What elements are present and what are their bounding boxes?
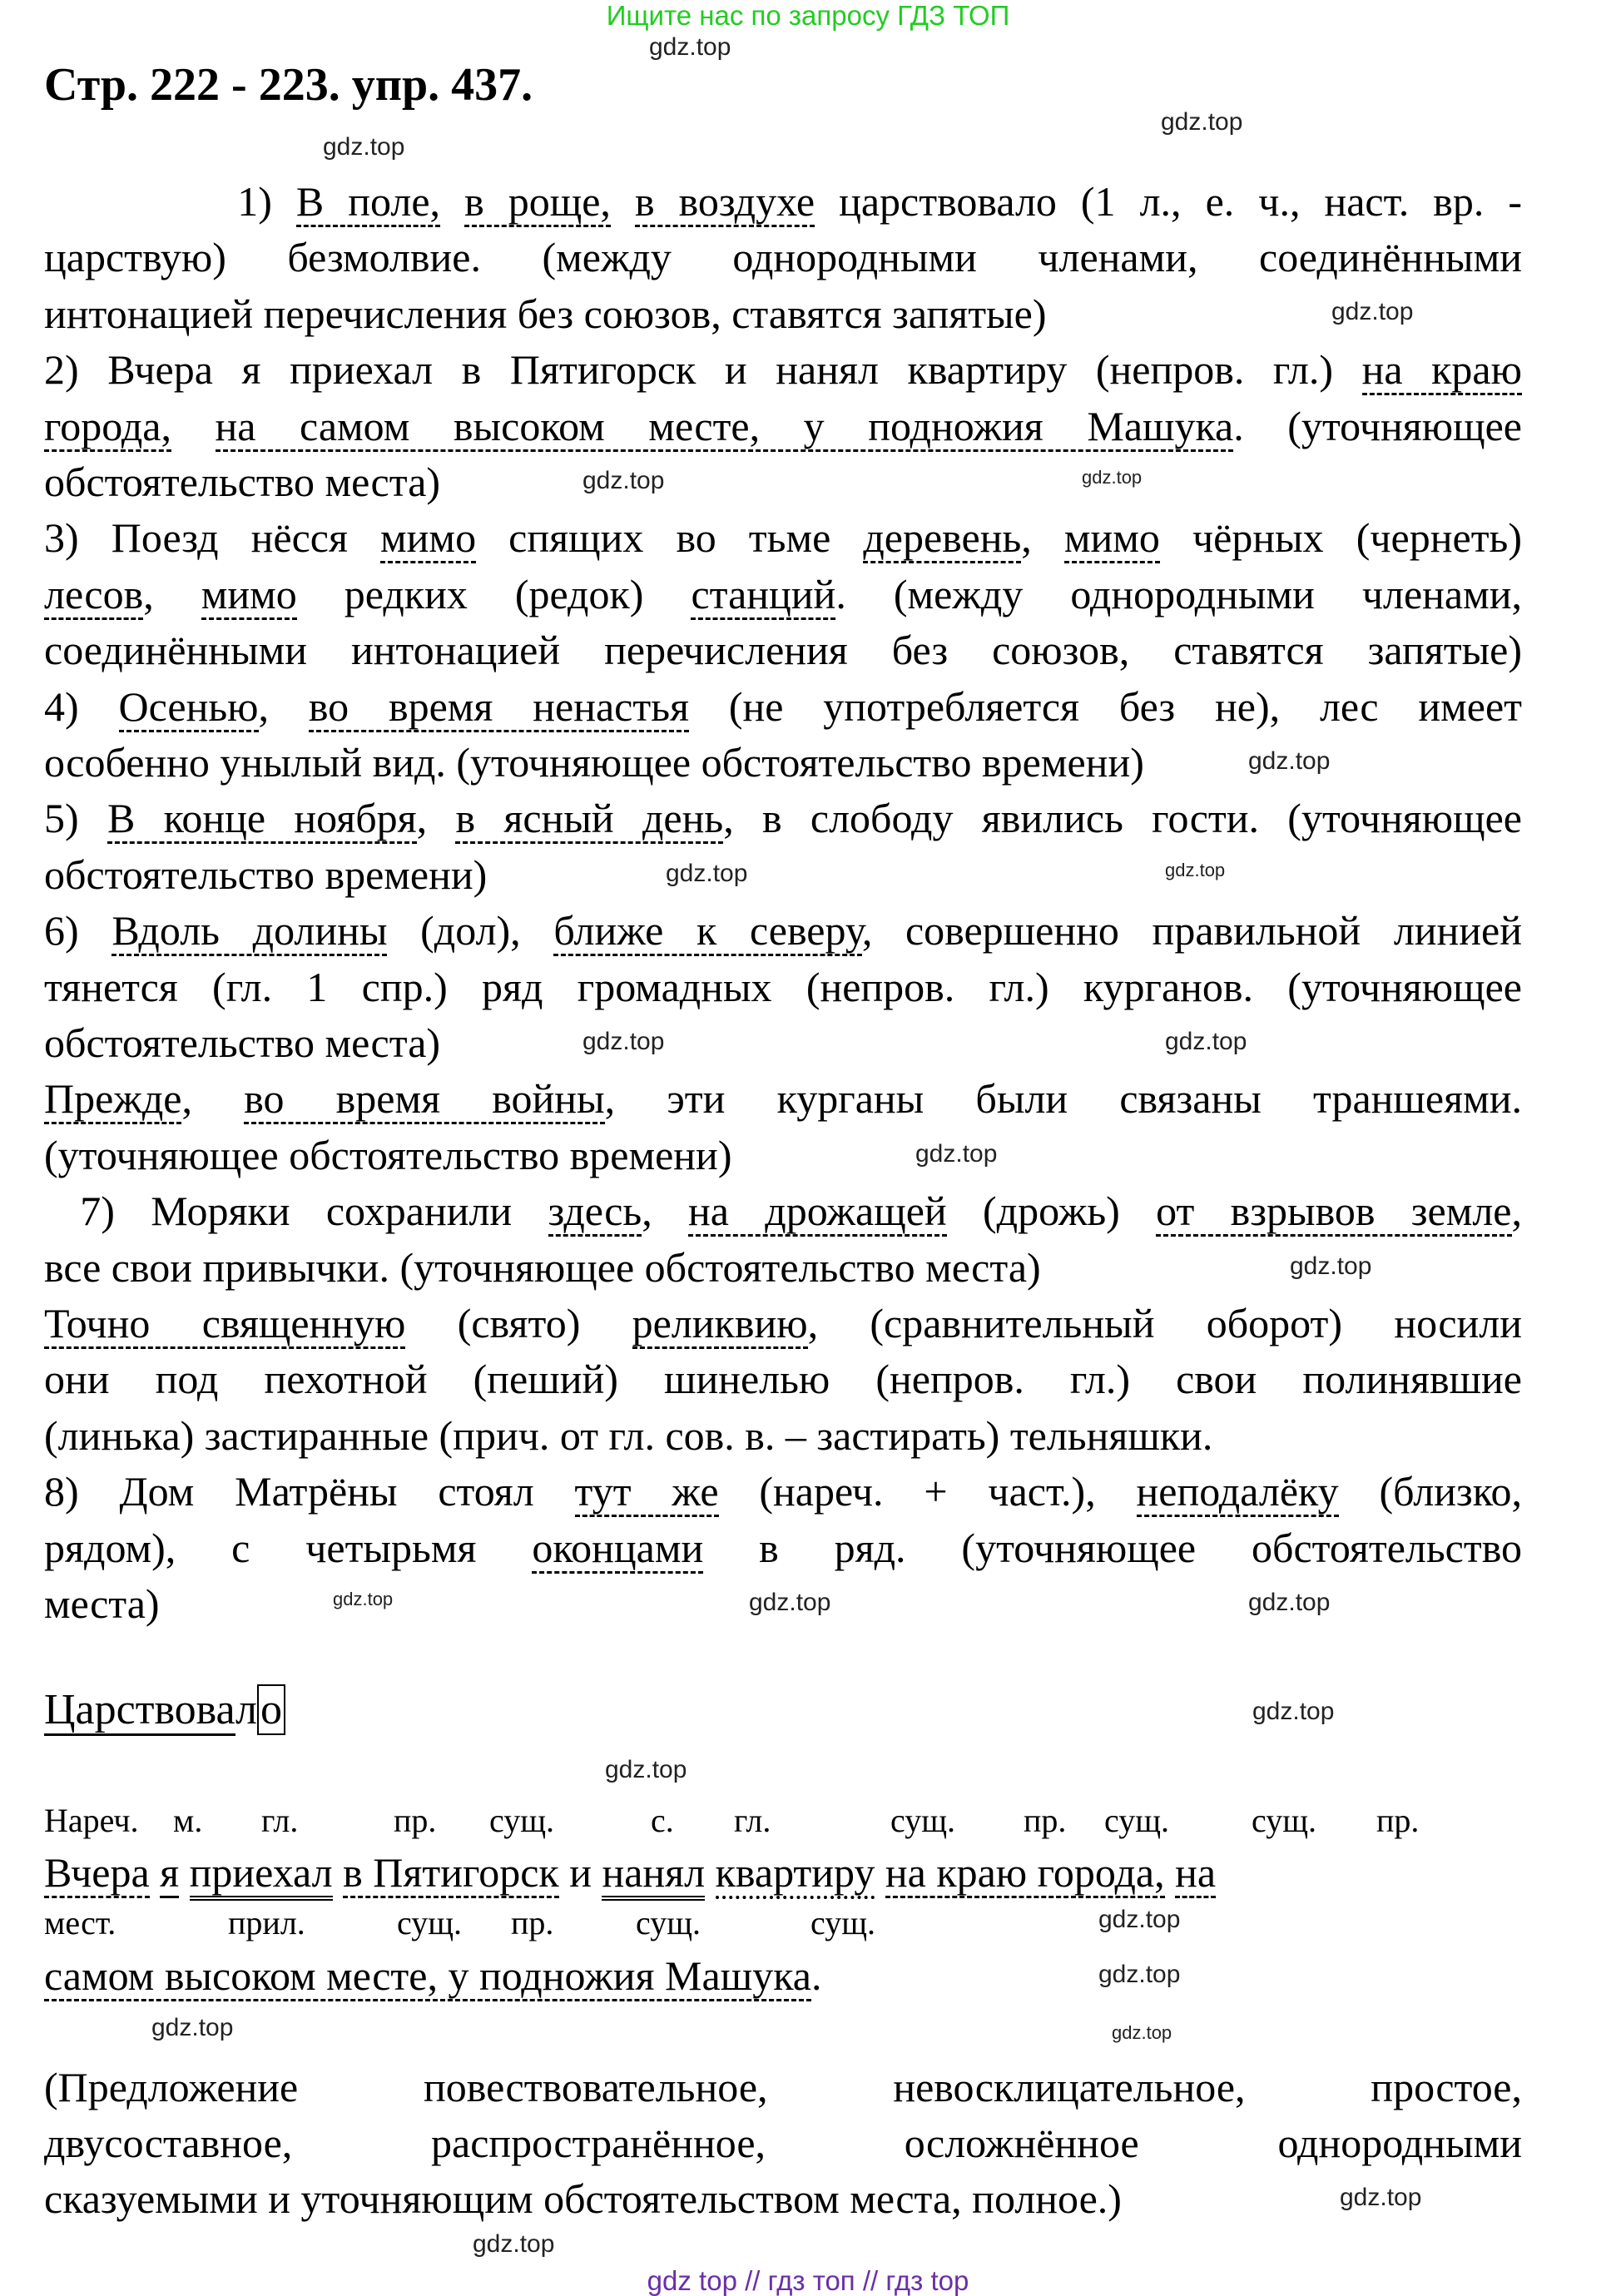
- part-of-speech-label: сущ.: [636, 1904, 701, 1941]
- underlined-member: квартиру: [716, 1849, 875, 1899]
- text-line: [44, 1354, 1522, 1404]
- text-run: [179, 1849, 190, 1896]
- text-run: 1): [44, 178, 296, 225]
- watermark-text: gdz.top: [1248, 747, 1331, 775]
- parse-sentence-line: [44, 1951, 1522, 2001]
- underlined-member: мимо: [201, 571, 297, 620]
- underlined-member: Вчера: [44, 1849, 150, 1898]
- summary-line: двусоставное, распространённое, осложнённое однородными: [44, 2120, 1522, 2166]
- underlined-member: мимо: [380, 514, 476, 563]
- page-title: Стр. 222 - 223. упр. 437.: [44, 59, 533, 111]
- text-run: спящих во тьме: [476, 514, 864, 562]
- underlined-member: реликвию: [632, 1300, 808, 1349]
- watermark-text: gdz.top: [151, 2014, 234, 2041]
- part-of-speech-label: гл.: [261, 1802, 299, 1839]
- watermark-text: gdz.top: [582, 467, 665, 494]
- watermark-text: gdz.top: [749, 1589, 831, 1616]
- text-run: обстоятельство места): [44, 1019, 441, 1066]
- text-line: [44, 793, 1522, 843]
- text-line: [44, 1411, 1522, 1460]
- watermark-text: gdz.top: [605, 1756, 687, 1783]
- underlined-member: лесов: [44, 571, 143, 620]
- underlined-member: нанял: [602, 1849, 705, 1901]
- text-line: [44, 401, 1522, 451]
- text-run: , в слободу явились гости. (уточняющее: [723, 795, 1522, 842]
- underlined-member: Вдоль долины: [112, 907, 387, 956]
- watermark-text: gdz.top: [1112, 2022, 1172, 2043]
- part-of-speech-label: сущ.: [489, 1802, 555, 1839]
- watermark-text: gdz.top: [1331, 298, 1414, 325]
- watermark-text: gdz.top: [323, 133, 405, 161]
- word-ending: о: [257, 1684, 285, 1735]
- text-run: царствовало (1 л., е. ч., наст. вр. -: [815, 178, 1523, 225]
- text-run: 8) Дом Матрёны стоял: [44, 1468, 575, 1515]
- text-run: . (между однородными членами,: [835, 570, 1523, 617]
- text-run: в ряд. (уточняющее обстоятельство: [703, 1524, 1522, 1571]
- summary-line: (Предложение повествовательное, невосклицательное, простое,: [44, 2064, 1522, 2110]
- text-run: (свято): [405, 1300, 632, 1346]
- part-of-speech-label: гл.: [734, 1802, 771, 1839]
- text-run: обстоятельство времени): [44, 850, 488, 898]
- underlined-member: Осенью: [119, 683, 259, 732]
- text-line: [44, 1186, 1522, 1236]
- text-run: ,: [1021, 514, 1064, 562]
- part-of-speech-label: пр.: [511, 1904, 554, 1941]
- text-run: рядом), с четырьмя: [44, 1524, 533, 1571]
- text-line: [44, 905, 1522, 955]
- text-run: ,: [181, 1075, 245, 1123]
- text-run: [440, 178, 464, 225]
- text-run: редких (редок): [296, 570, 692, 617]
- footer-links[interactable]: gdz top // гдз топ // гдз top: [647, 2265, 969, 2296]
- watermark-text: gdz.top: [1165, 860, 1226, 880]
- watermark-text: gdz.top: [1161, 108, 1243, 136]
- text-run: 3) Поезд нёсся: [44, 514, 381, 562]
- underlined-member: мимо: [1064, 514, 1160, 563]
- underlined-member: ближе к северу: [553, 907, 861, 956]
- search-banner: Ищите нас по запросу ГДЗ ТОП: [606, 0, 1010, 31]
- watermark-text: gdz.top: [1165, 1028, 1247, 1055]
- watermark-text: gdz.top: [649, 33, 731, 61]
- part-of-speech-label: сущ.: [1104, 1802, 1170, 1839]
- underlined-member: в роще,: [464, 178, 611, 227]
- part-of-speech-label: с.: [651, 1802, 674, 1839]
- text-run: чёрных (чернеть): [1159, 514, 1522, 562]
- part-of-speech-label: пр.: [1376, 1802, 1420, 1839]
- part-of-speech-label: мест.: [44, 1904, 116, 1941]
- text-run: ,: [143, 570, 201, 617]
- text-run: [171, 403, 216, 449]
- underlined-member: на краю города,: [885, 1849, 1165, 1898]
- text-run: тянется (гл. 1 спр.) ряд громадных (непров. гл.) курганов. (уточняющее: [44, 963, 1522, 1010]
- text-run: ,: [416, 795, 456, 842]
- watermark-text: gdz.top: [1248, 1589, 1331, 1616]
- underlined-member: на: [1175, 1849, 1216, 1898]
- text-run: (близко,: [1338, 1468, 1523, 1515]
- text-run: обстоятельство места): [44, 459, 441, 505]
- underlined-member: на краю: [1362, 346, 1522, 395]
- text-run: интонацией перечисления без союзов, ставятся запятые): [44, 290, 1047, 337]
- part-of-speech-label: пр.: [1024, 1802, 1067, 1839]
- text-line: [44, 1466, 1522, 1516]
- text-line: [44, 232, 1522, 282]
- text-run: [1165, 1849, 1176, 1896]
- text-run: и: [558, 1849, 602, 1896]
- text-line: [44, 1074, 1522, 1123]
- text-line: [44, 457, 1522, 507]
- text-line: [44, 345, 1522, 394]
- watermark-text: gdz.top: [1340, 2184, 1422, 2211]
- summary-line: сказуемыми и уточняющим обстоятельством места, полное.): [44, 2175, 1122, 2222]
- part-of-speech-label: сущ.: [397, 1904, 463, 1941]
- part-of-speech-label: сущ.: [1252, 1802, 1317, 1839]
- text-line: [44, 513, 1522, 563]
- text-line: [44, 569, 1522, 619]
- text-line: [44, 1298, 1522, 1348]
- underlined-member: на дрожащей: [688, 1188, 947, 1237]
- underlined-member: я: [160, 1849, 179, 1898]
- text-run: ,: [258, 682, 309, 730]
- text-run: , (сравнительный оборот) носили: [807, 1300, 1522, 1346]
- underlined-member: оконцами: [532, 1525, 703, 1574]
- text-line: [44, 1018, 1522, 1068]
- text-run: , совершенно правильной линией: [861, 907, 1522, 955]
- word-suffix: л: [235, 1686, 257, 1733]
- text-run: они под пехотной (пеший) шинелью (непров. гл.) свои полинявшие: [44, 1356, 1522, 1403]
- underlined-member: в воздухе: [635, 178, 815, 227]
- text-run: все свои привычки. (уточняющее обстоятельство места): [44, 1243, 1041, 1291]
- underlined-member: неподалёку: [1137, 1468, 1339, 1517]
- underlined-member: от взрывов земле: [1156, 1188, 1511, 1237]
- text-run: (уточняющее обстоятельство времени): [44, 1131, 732, 1178]
- text-line: [44, 176, 1522, 226]
- text-run: места): [44, 1580, 160, 1627]
- underlined-member: В конце ноября: [107, 795, 417, 844]
- watermark-text: gdz.top: [582, 1028, 665, 1055]
- text-run: 6): [44, 907, 112, 955]
- text-run: , эти курганы были связаны траншеями.: [604, 1075, 1522, 1123]
- underlined-member: Прежде: [44, 1075, 181, 1124]
- text-line: [44, 682, 1522, 731]
- text-run: [333, 1849, 344, 1896]
- part-of-speech-label: сущ.: [810, 1904, 876, 1941]
- text-run: царствую) безмолвие. (между однородными членами, соединёнными: [44, 234, 1522, 281]
- text-line: [44, 289, 1522, 339]
- text-run: (дрожь): [946, 1188, 1157, 1235]
- text-line: [44, 850, 1522, 900]
- watermark-text: gdz.top: [666, 860, 748, 887]
- text-line: [44, 962, 1522, 1012]
- text-run: соединёнными интонацией перечисления без союзов, ставятся запятые): [44, 627, 1522, 674]
- text-run: (линька) застиранные (прич. от гл. сов. в. – застирать) тельняшки.: [44, 1411, 1213, 1459]
- part-of-speech-label: м.: [173, 1802, 203, 1839]
- text-run: ,: [642, 1188, 689, 1235]
- underlined-member: самом высоком месте, у подножия Машука: [44, 1952, 811, 2001]
- part-of-speech-label: сущ.: [890, 1802, 956, 1839]
- underlined-member: во время войны: [244, 1075, 604, 1124]
- watermark-text: gdz.top: [1098, 1961, 1181, 1988]
- text-run: ,: [1511, 1188, 1522, 1235]
- text-line: [44, 1130, 1522, 1180]
- underlined-member: в ясный день: [455, 795, 723, 844]
- text-run: (не употребляется без не), лес имеет: [689, 682, 1523, 730]
- underlined-member: приехал: [190, 1849, 333, 1901]
- part-of-speech-label: пр.: [394, 1802, 437, 1839]
- text-run: [705, 1849, 716, 1896]
- text-run: [875, 1849, 885, 1896]
- watermark-text: gdz.top: [1252, 1698, 1335, 1725]
- parse-sentence-line: [44, 1847, 1522, 1897]
- text-line: [44, 625, 1522, 675]
- text-run: особенно унылый вид. (уточняющее обстоятельство времени): [44, 739, 1144, 786]
- part-of-speech-label: Нареч.: [44, 1802, 139, 1839]
- text-run: [611, 178, 635, 225]
- text-line: [44, 1523, 1522, 1573]
- text-run: 7) Моряки сохранили: [44, 1188, 548, 1235]
- underlined-member: В поле,: [296, 178, 440, 227]
- underlined-member: деревень: [863, 514, 1021, 563]
- underlined-member: на самом высоком месте, у подножия Машука: [216, 403, 1234, 452]
- text-run: 5): [44, 795, 107, 842]
- underlined-member: во время ненастья: [309, 683, 689, 732]
- text-run: (дол),: [387, 907, 554, 955]
- watermark-text: gdz.top: [1098, 1906, 1181, 1933]
- text-run: . (уточняющее: [1233, 402, 1522, 449]
- underlined-member: города,: [44, 403, 171, 452]
- text-run: (нареч. + част.),: [718, 1468, 1137, 1515]
- underlined-member: здесь: [548, 1188, 642, 1237]
- watermark-text: gdz.top: [333, 1589, 394, 1609]
- part-of-speech-label: прил.: [228, 1904, 305, 1941]
- underlined-member: в Пятигорск: [343, 1849, 559, 1898]
- text-run: .: [810, 1952, 822, 1999]
- watermark-text: gdz.top: [1290, 1252, 1372, 1280]
- underlined-member: станций: [691, 571, 835, 620]
- underlined-member: Точно священную: [44, 1300, 405, 1349]
- text-run: 4): [44, 682, 119, 730]
- watermark-text: gdz.top: [1082, 467, 1143, 488]
- watermark-text: gdz.top: [473, 2230, 555, 2258]
- word-stem: Царствова: [44, 1686, 235, 1736]
- text-run: [150, 1849, 161, 1896]
- morpheme-analysis: [44, 1685, 285, 1735]
- text-run: 2) Вчера я приехал в Пятигорск и нанял квартиру (непров. гл.): [44, 346, 1362, 394]
- watermark-text: gdz.top: [915, 1140, 998, 1168]
- underlined-member: тут же: [575, 1468, 719, 1517]
